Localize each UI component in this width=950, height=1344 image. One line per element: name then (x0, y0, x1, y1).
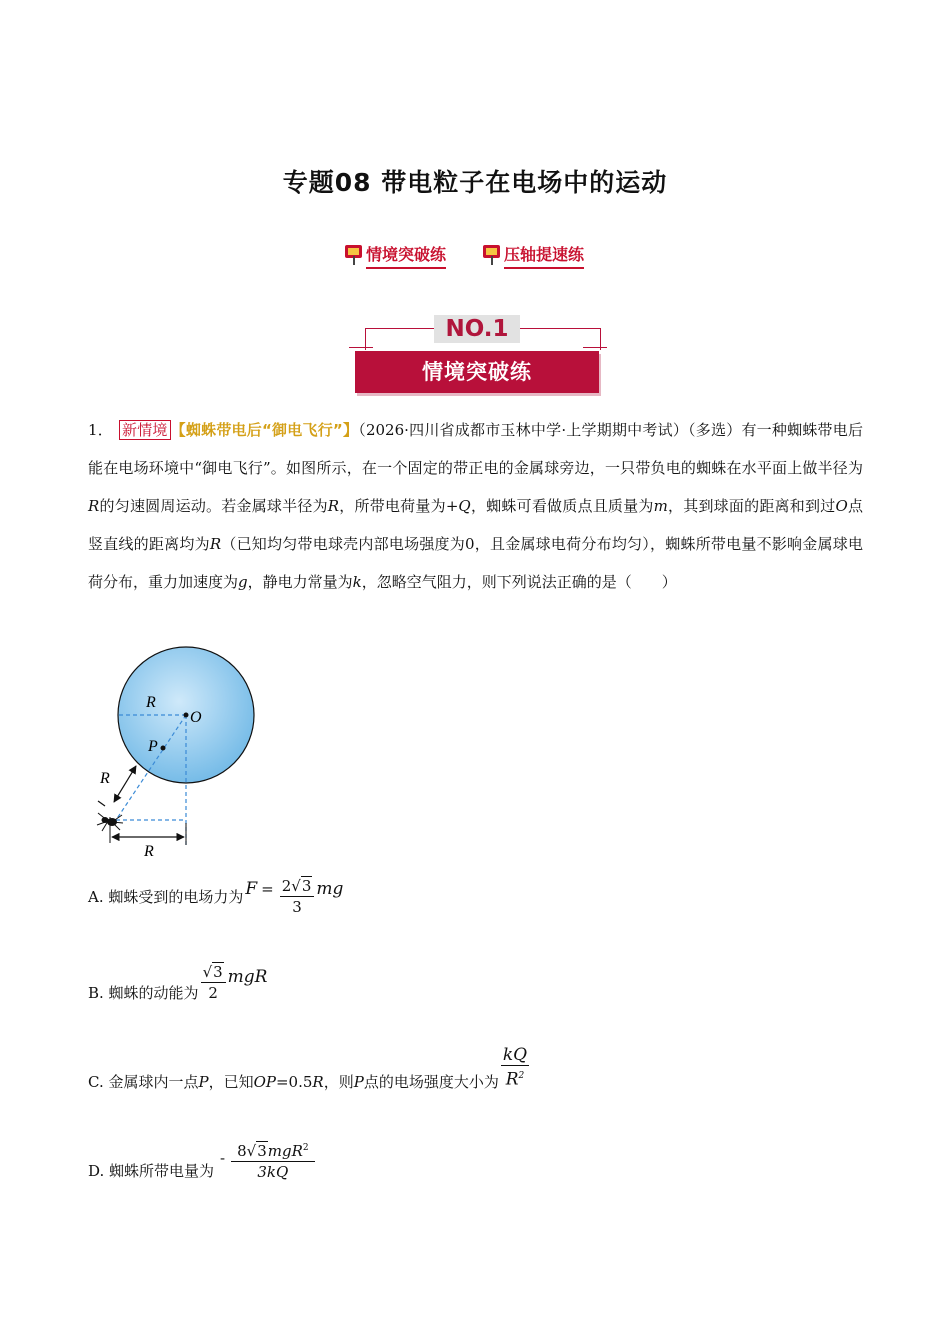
center-point-O (184, 713, 189, 718)
point-P (161, 746, 166, 751)
var: F (245, 878, 258, 899)
text: 点的电场强度大小为 (363, 1072, 499, 1091)
tab-scenario-practice[interactable] (344, 238, 468, 272)
question-text: ，蜘蛛可看做质点且质量为 (470, 497, 654, 515)
var: R (88, 497, 100, 515)
var: m (653, 497, 668, 515)
fraction: $\frac{2√3}{3}$ (280, 876, 315, 917)
text: ，则 (323, 1072, 354, 1091)
coef: 2 (281, 877, 292, 895)
option-text: D. 蜘蛛所带电量为 (88, 1161, 215, 1180)
var: P (198, 1072, 209, 1091)
label-R-side: R (100, 770, 110, 787)
minus-sign: - (220, 1149, 226, 1167)
question-figure (84, 645, 294, 860)
var: R (327, 497, 340, 515)
section-tabs (344, 238, 614, 272)
var: P (353, 1072, 364, 1091)
option-text (88, 1071, 499, 1092)
flag-icon (344, 244, 364, 266)
var: R (209, 535, 222, 553)
option-text: B. 蜘蛛的动能为 (88, 984, 199, 1002)
tab-label: 情境突破练 (366, 242, 446, 269)
flag-icon (482, 244, 502, 266)
label-R-top: R (146, 694, 156, 711)
text: ，已知 (208, 1072, 254, 1091)
banner-line (583, 347, 607, 348)
question-text: 的匀速圆周运动。若金属球半径为 (99, 497, 328, 515)
question-number: 1． (88, 421, 113, 439)
question-context-tag: 【蜘蛛带电后“御电飞行”】 (170, 421, 359, 439)
question-text: 有一种蜘蛛带电后能在电场环境中“御电飞行”。如图所示，在一个固定的带正电的金属球旁边，一只带负电的蜘蛛在水平面上做半径为 (88, 421, 863, 477)
option-b[interactable] (88, 962, 267, 1003)
question-text: ，所带电荷量为+ (339, 497, 459, 515)
section-banner (343, 314, 607, 398)
text: C. 金属球内一点 (88, 1072, 199, 1091)
tab-label: 压轴提速练 (504, 242, 584, 269)
fraction: $\frac{√3}{2}$ (201, 962, 226, 1003)
label-P: P (148, 738, 158, 755)
page-title: 专题08 带电粒子在电场中的运动 (282, 168, 668, 197)
question-tag: 新情境 (119, 420, 171, 440)
coef: 8 (237, 1142, 247, 1160)
exponent: 2 (518, 1071, 525, 1081)
banner-line (349, 347, 373, 348)
var: O (835, 497, 848, 515)
banner-label: 情境突破练 (355, 351, 599, 393)
var: Q (458, 497, 471, 515)
question-text: 点竖直线的距离均为 (88, 497, 863, 553)
fraction: $\frac{8√3mgR^2}{3kQ}$ (231, 1138, 315, 1182)
var: mg (316, 878, 344, 899)
denominator: R (505, 1069, 519, 1090)
var: mgR (227, 966, 268, 987)
denominator: 2 (208, 984, 218, 1002)
option-c[interactable] (88, 1045, 531, 1090)
question-text: （已知均匀带电球壳内部电场强度为0，且金属球电荷分布均匀），蜘蛛所带电量不影响金属球电荷分布，重力加速度为 (88, 535, 863, 591)
var: R (312, 1072, 324, 1091)
label-O: O (190, 709, 202, 726)
denominator: 3 (292, 898, 302, 916)
numerator: kQ (502, 1045, 528, 1065)
denominator: 3kQ (257, 1163, 289, 1181)
tab-final-practice[interactable] (482, 238, 612, 272)
radicand: 3 (213, 963, 223, 981)
equals: = (261, 879, 274, 898)
label-R-bottom: R (144, 843, 154, 860)
radicand: 3 (257, 1142, 267, 1160)
banner-number: NO.1 (434, 315, 520, 343)
radicand: 3 (301, 877, 312, 895)
var: mgR (267, 1142, 303, 1160)
fraction (501, 1045, 529, 1090)
text: =0.5 (275, 1072, 313, 1091)
question-text: ，其到球面的距离和到过 (667, 497, 836, 515)
question-text: ，忽略空气阻力，则下列说法正确的是（ ） (361, 573, 677, 591)
option-d[interactable] (88, 1138, 317, 1182)
option-a[interactable] (88, 876, 343, 917)
exponent: 2 (302, 1143, 309, 1153)
var: OP (253, 1072, 276, 1091)
question-origin: （2026·四川省成都市玉林中学·上学期期中考试）（多选） (358, 421, 742, 439)
var: k (352, 573, 362, 591)
question-1 (88, 411, 863, 601)
var: g (238, 573, 248, 591)
option-text: A. 蜘蛛受到的电场力为 (88, 888, 244, 906)
question-text: ，静电力常量为 (247, 573, 353, 591)
